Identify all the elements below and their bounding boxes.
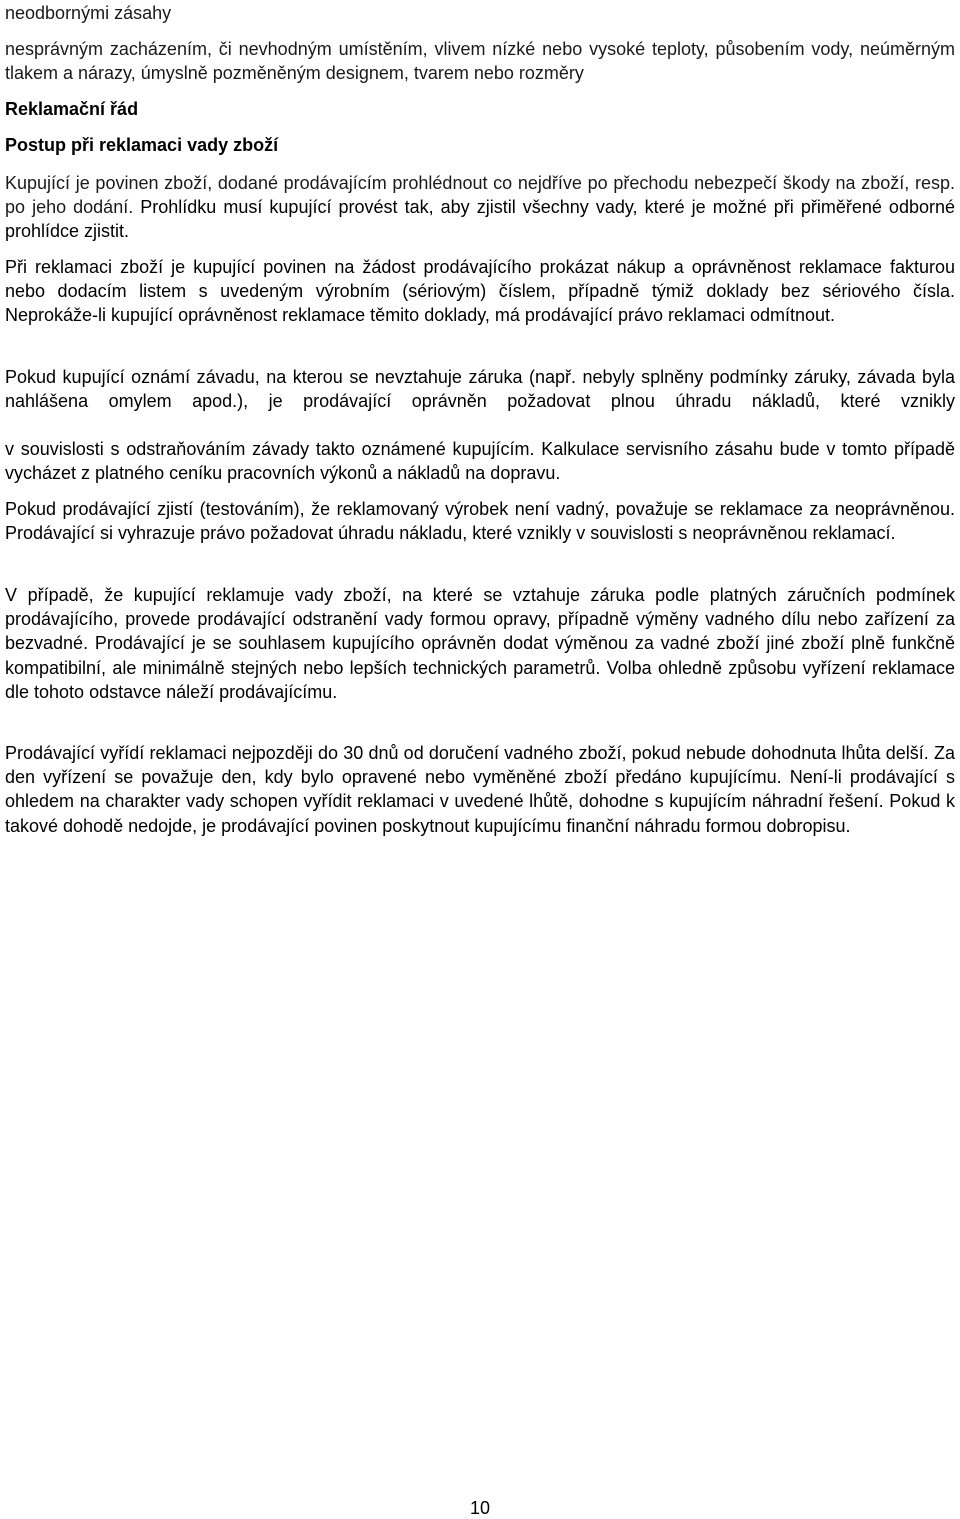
subsection-heading-postup: Postup při reklamaci vady zboží <box>5 135 279 155</box>
paragraph-unwarranted-defect-line-1: Pokud kupující oznámí závadu, na kterou se nevztahuje záruka (např. nebyly splněny podmínky záruky, závada byla nahlášena omylem apod.), je prodávající oprávněn požadovat plnou úhradu nákladů, které vznikly <box>5 367 955 412</box>
text-fragment-top: neodbornými zásahy <box>5 3 172 23</box>
paragraph-unjustified-claim: Pokud prodávající zjistí (testováním), že reklamovaný výrobek není vadný, považuje se reklamace za neoprávněnou. Prodávající si vyhrazuje právo požadovat úhradu nákladu, které vznikly v souvislosti s neoprávněnou reklamací. <box>5 499 955 544</box>
paragraph-claim-deadline: Prodávající vyřídí reklamaci nejpozději do 30 dnů od doručení vadného zboží, pokud nebude dohodnuta lhůta delší. Za den vyřízení se považuje den, kdy bylo opravené nebo vyměněné zboží předáno kupujícímu. Není-li prodávající s ohledem na charakter vady schopen vyřídit reklamaci v uvedené lhůtě, dohodne s kupujícím náhradní řešení. Pokud k takové dohodě nedojde, je prodávající povinen poskytnout kupujícímu finanční náhradu formou dobropisu. <box>5 743 955 836</box>
paragraph-inspection-part-b: Prohlídku musí kupující provést tak, aby zjistil všechny vady, které je možné při přiměřené odborné prohlídce zjistit. <box>5 197 955 242</box>
paragraph-inspection <box>5 171 955 244</box>
paragraph-unwarranted-defect-line-2: v souvislosti s odstraňováním závady takto oznámené kupujícím. Kalkulace servisního zásahu bude v tomto případě vycházet z platného ceníku pracovních výkonů a nákladů na dopravu. <box>5 439 955 484</box>
paragraph-warranty-repair: V případě, že kupující reklamuje vady zboží, na které se vztahuje záruka podle platných záručních podmínek prodávajícího, provede prodávající odstranění vady formou opravy, případně výměny vadného dílu nebo zařízení za bezvadné. Prodávající je se souhlasem kupujícího oprávněn dodat výměnou za vadné zboží jiné zboží plně funkčně kompatibilní, ale minimálně stejných nebo lepších technických parametrů. Volba ohledně způsobu vyřízení reklamace dle tohoto odstavce náleží prodávajícímu. <box>5 585 955 702</box>
paragraph-inspection-part-a: Kupující je povinen zboží, dodané prodávajícím prohlédnout co nejdříve po přechodu nebezpečí škody na zboží, resp. po jeho dodání. <box>5 173 955 218</box>
paragraph-proof-of-purchase: Při reklamaci zboží je kupující povinen na žádost prodávajícího prokázat nákup a oprávněnost reklamace fakturou nebo dodacím listem s uvedeným výrobním (sériovým) číslem, případně týmiž doklady bez sériového čísla. Neprokáže-li kupující oprávněnost reklamace těmito doklady, má prodávající právo reklamaci odmítnout. <box>5 257 955 326</box>
section-heading-reklamacni-rad: Reklamační řád <box>5 99 139 119</box>
text-fragment-list-item: nesprávným zacházením, či nevhodným umístěním, vlivem nízké nebo vysoké teploty, působením vody, neúměrným tlakem a nárazy, úmyslně pozměněným designem, tvarem nebo rozměry <box>5 39 955 84</box>
page-number: 10 <box>469 1498 491 1518</box>
